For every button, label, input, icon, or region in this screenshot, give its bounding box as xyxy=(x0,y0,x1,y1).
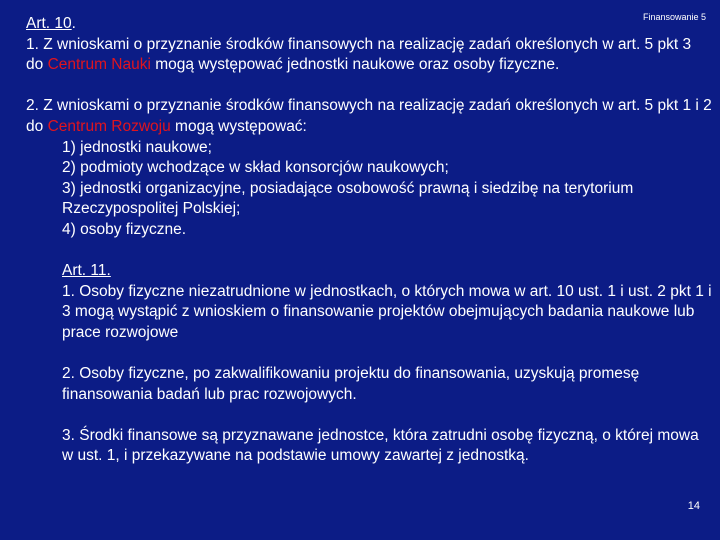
list-item: 3) jednostki organizacyjne, posiadające osobowość prawną i siedzibę na terytorium Rzeczypospolitej Polskiej; xyxy=(62,179,634,218)
spacer xyxy=(26,76,712,97)
art11-paragraph-1: 1. Osoby fizyczne niezatrudnione w jednostkach, o których mowa w art. 10 ust. 1 i ust. 2 pkt 1 i 3 mogą wystąpić z wnioskiem o finansowanie projektów obejmujących badania naukowe lub prace rozwojowe xyxy=(62,282,712,341)
art10-title-line xyxy=(26,14,712,35)
spacer xyxy=(26,405,712,426)
art10-p2-text: 2. Z wnioskami o przyznanie środków finansowych na realizację zadań określonych w art. 5 pkt 1 i 2 do xyxy=(26,97,712,135)
art10-p2-text-end: mogą występować: xyxy=(170,117,307,135)
centrum-nauki-highlight: Centrum Nauki xyxy=(47,56,151,74)
header-label: Finansowanie 5 xyxy=(642,12,706,22)
page-number: 14 xyxy=(687,500,700,512)
centrum-rozwoju-highlight: Centrum Rozwoju xyxy=(47,117,171,135)
art10-title: Art. 10 xyxy=(26,15,72,32)
art10-p1-text: 1. Z wnioskami o przyznanie środków finansowych na realizację zadań określonych w art. 5 pkt 3 do xyxy=(26,35,692,74)
art10-p1-text-end: mogą występować jednostki naukowe oraz osoby fizyczne. xyxy=(150,56,560,74)
art11-title: Art. 11. xyxy=(62,262,111,280)
art10-title-suffix: . xyxy=(71,15,76,32)
art11-title-line xyxy=(26,261,712,282)
art10-paragraph-1 xyxy=(26,35,712,76)
list-item: 4) osoby fizyczne. xyxy=(62,220,187,238)
list-item: 1) jednostki naukowe; xyxy=(62,138,212,156)
art10-paragraph-2 xyxy=(26,96,712,137)
spacer xyxy=(26,344,712,365)
slide-content xyxy=(26,14,712,467)
list-item: 2) podmioty wchodzące w skład konsorcjów naukowych; xyxy=(62,159,449,177)
art11-paragraph-2: 2. Osoby fizyczne, po zakwalifikowaniu projektu do finansowania, uzyskują promesę finansowania badań lub prac rozwojowych. xyxy=(62,365,640,403)
spacer xyxy=(26,241,712,262)
art11-paragraph-3: 3. Środki finansowe są przyznawane jednostce, która zatrudni osobę fizyczną, o której mowa w ust. 1, i przekazywane na podstawie umowy zawartej z jednostką. xyxy=(62,426,699,465)
